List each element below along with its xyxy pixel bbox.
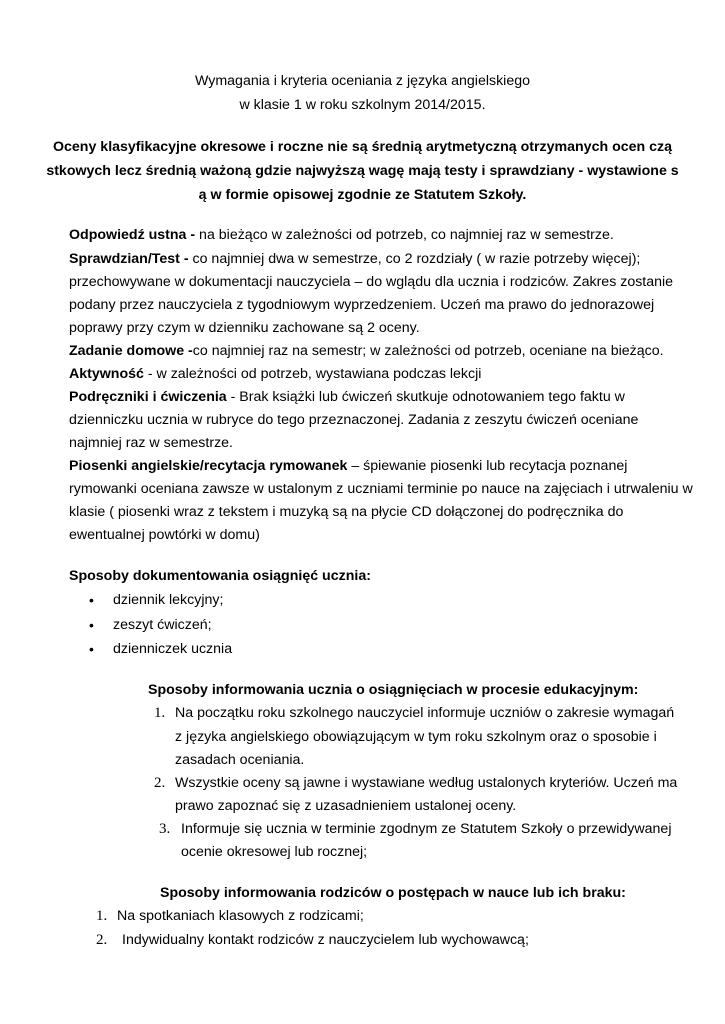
books-line-3: najmniej raz w semestrze. — [69, 435, 233, 451]
books-line-2: dzienniczku ucznia w rubryce do tego przeznaczonej. Zadania z zeszytu ćwiczeń oceniane — [69, 412, 639, 428]
title-line-2: w klasie 1 w roku szkolnym 2014/2015. — [239, 97, 486, 113]
documentation-item: zeszyt ćwiczeń; — [113, 617, 212, 633]
list-item-text: z języka angielskiego obowiązującym w tym roku szkolnym oraz o sposobie i — [175, 729, 657, 745]
test-line-3: podany przez nauczyciela z tygodniowym wyprzedzeniem. Uczeń ma prawo do jednorazowej — [69, 297, 655, 313]
oral-answer-label: Odpowiedź ustna - — [69, 227, 196, 243]
list-item-text: Na początku roku szkolnego nauczyciel informuje uczniów o zakresie wymagań — [175, 705, 675, 721]
books-line — [69, 388, 625, 406]
bullet: • — [89, 641, 94, 657]
test-line — [69, 250, 640, 268]
list-number: 1. — [154, 705, 166, 721]
homework-line — [69, 342, 664, 360]
activity-line — [69, 365, 481, 383]
homework-text: co najmniej raz na semestr; w zależności od potrzeb, oceniane na bieżąco. — [192, 343, 664, 359]
activity-label: Aktywność — [69, 366, 144, 382]
intro-line-1: Oceny klasyfikacyjne okresowe i roczne nie są średnią arytmetyczną otrzymanych ocen czą — [52, 139, 673, 155]
test-text: co najmniej dwa w semestrze, co 2 rozdziały ( w razie potrzeby więcej); — [188, 251, 641, 267]
list-number: 2. — [154, 775, 166, 791]
bullet: • — [89, 617, 94, 633]
songs-text: – śpiewanie piosenki lub recytacja poznanej — [347, 458, 628, 474]
bullet: • — [89, 592, 94, 608]
books-text: - Brak książki lub ćwiczeń skutkuje odnotowaniem tego faktu w — [226, 389, 625, 405]
songs-line-2: rymowanki oceniana zawsze w ustalonym z uczniami terminie po nauce na zajęciach i utrwaleniu w — [69, 481, 693, 497]
test-line-2: przechowywane w dokumentacji nauczyciela – do wglądu dla ucznia i rodziców. Zakres zostanie — [69, 274, 674, 290]
documentation-item: dziennik lekcyjny; — [113, 592, 224, 608]
test-label: Sprawdzian/Test - — [69, 251, 189, 267]
activity-text: - w zależności od potrzeb, wystawiana podczas lekcji — [143, 366, 482, 382]
intro-line-3: ą w formie opisowej zgodnie ze Statutem Szkoły. — [198, 187, 527, 203]
parents-heading: Sposoby informowania rodziców o postępach w nauce lub ich braku: — [160, 885, 626, 901]
list-item-text: prawo zapoznać się z uzasadnieniem ustalonej oceny. — [175, 798, 517, 814]
oral-answer-text: na bieżąco w zależności od potrzeb, co najmniej raz w semestrze. — [195, 227, 614, 243]
test-line-4: poprawy przy czym w dzienniku zachowane są 2 oceny. — [69, 320, 420, 336]
documentation-heading: Sposoby dokumentowania osiągnięć ucznia: — [69, 568, 371, 584]
songs-label: Piosenki angielskie/recytacja rymowanek — [69, 458, 348, 474]
list-number: 1. — [96, 908, 108, 924]
books-label: Podręczniki i ćwiczenia — [69, 389, 227, 405]
list-item-text: Indywidualny kontakt rodziców z nauczycielem lub wychowawcą; — [122, 932, 529, 948]
homework-label: Zadanie domowe - — [69, 343, 193, 359]
list-item-text: Na spotkaniach klasowych z rodzicami; — [117, 908, 364, 924]
title-line-1: Wymagania i kryteria oceniania z języka angielskiego — [194, 73, 531, 89]
songs-line-3: klasie ( piosenki wraz z tekstem i muzyką są na płycie CD dołączonej do podręcznika do — [69, 504, 624, 520]
list-item-text: Wszystkie oceny są jawne i wystawiane według ustalonych kryteriów. Uczeń ma — [175, 775, 678, 791]
list-item-text: Informuje się ucznia w terminie zgodnym ze Statutem Szkoły o przewidywanej — [181, 821, 672, 837]
oral-answer-line — [69, 226, 614, 244]
songs-line-4: ewentualnej powtórki w domu) — [69, 527, 260, 543]
list-number: 2. — [96, 932, 108, 948]
documentation-item: dzienniczek ucznia — [113, 641, 233, 657]
list-number: 3. — [159, 821, 171, 837]
list-item-text: ocenie okresowej lub rocznej; — [181, 844, 368, 860]
students-heading: Sposoby informowania ucznia o osiągnięciach w procesie edukacyjnym: — [148, 682, 639, 698]
intro-line-2: stkowych lecz średnią ważoną gdzie najwyższą wagę mają testy i sprawdziany - wystawione s — [46, 163, 679, 179]
songs-line — [69, 457, 627, 475]
list-item-text: zasadach oceniania. — [175, 752, 305, 768]
